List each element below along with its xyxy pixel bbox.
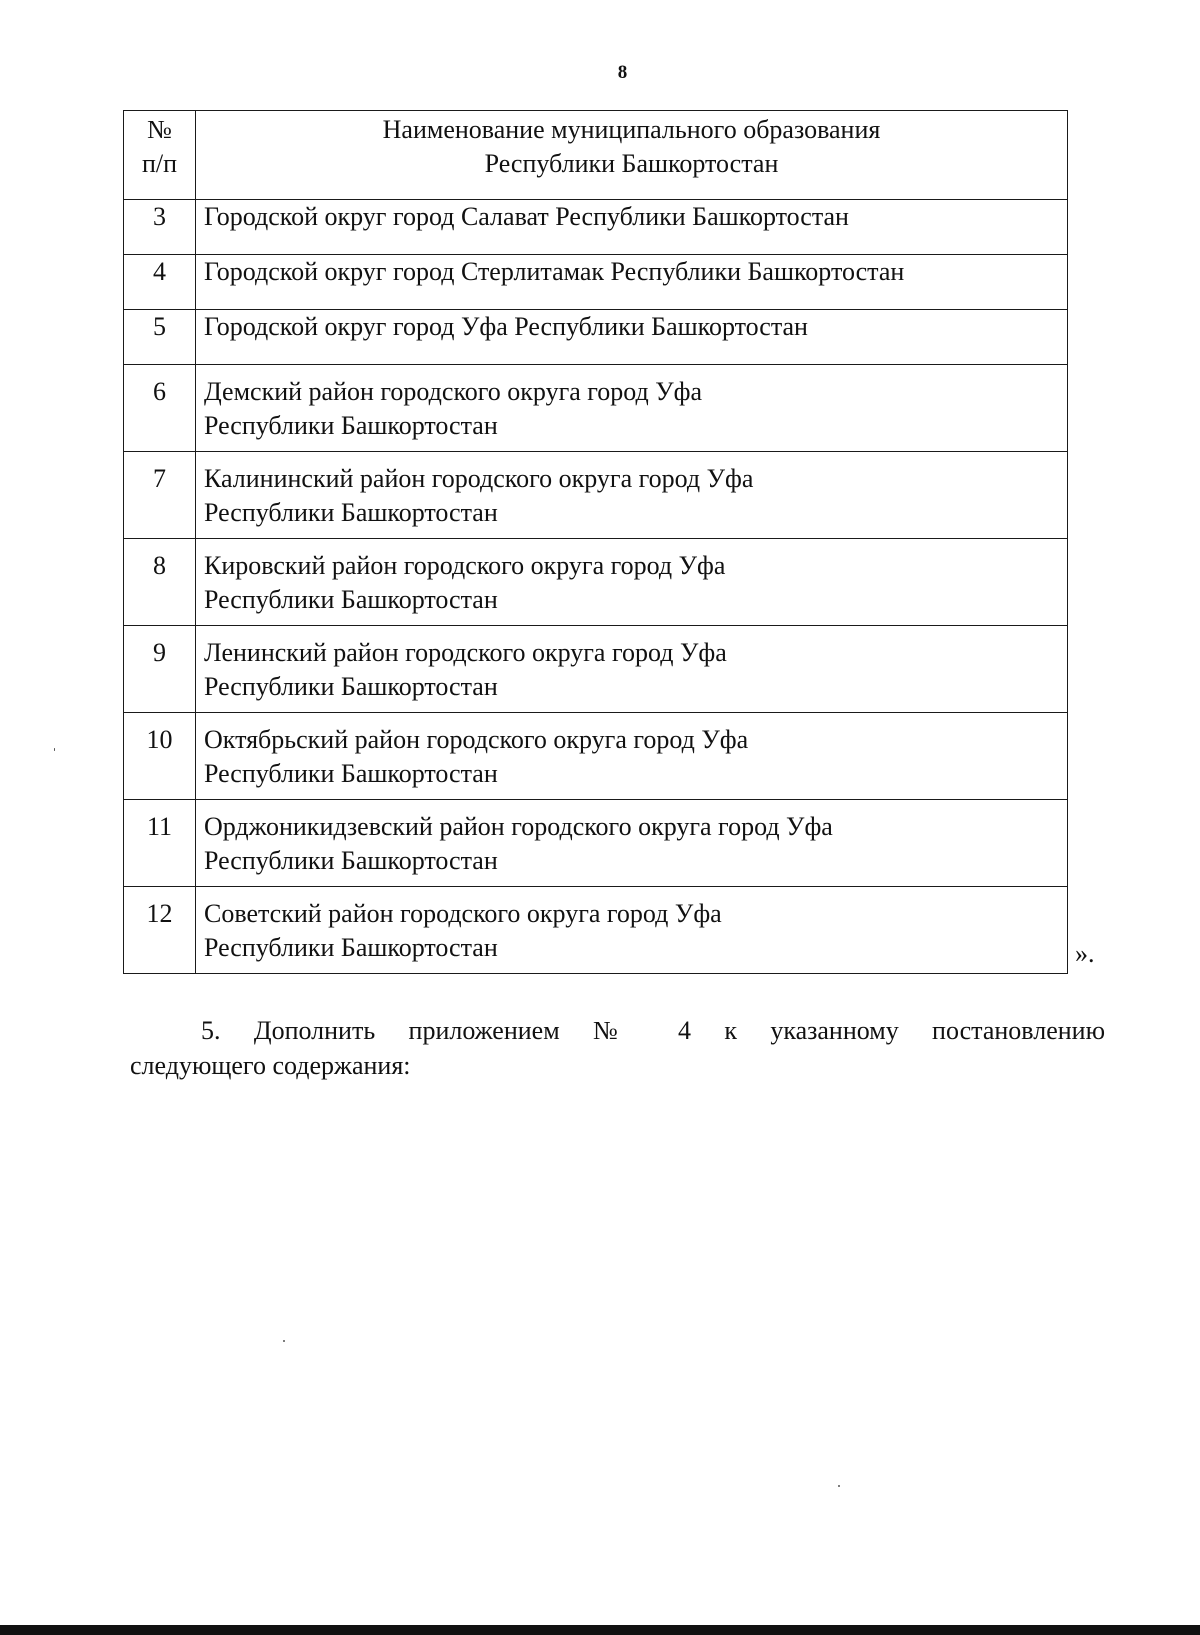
row-number: 11 [146,812,173,841]
row-name-line2: Республики Башкортостан [204,498,498,527]
table-row [124,626,1068,713]
row-number: 3 [124,200,196,255]
table-header-row [124,111,1068,200]
row-number-cell [124,887,196,974]
paragraph-line1: 5. Дополнить приложением № 4 к указанному постановлению [201,1016,1105,1045]
header-number-cell [124,111,196,200]
row-name-line2: Республики Башкортостан [204,585,498,614]
row-number-cell [124,626,196,713]
table-row [124,255,1068,310]
row-number: 4 [124,255,196,310]
row-name-cell [196,539,1068,626]
scan-speck [54,748,55,751]
row-number-cell [124,800,196,887]
scan-speck [838,1485,840,1487]
table-row [124,800,1068,887]
table-row [124,452,1068,539]
row-name-line1: Советский район городского округа город Уфа [204,899,722,928]
row-name-cell [196,626,1068,713]
page-number: 8 [617,62,628,83]
row-name-line2: Республики Башкортостан [204,411,498,440]
table-row [124,887,1068,974]
row-number: 10 [146,725,173,754]
municipalities-table [123,110,1068,974]
row-name-line2: Республики Башкортостан [204,759,498,788]
row-number-cell [124,539,196,626]
row-name-line1: Орджоникидзевский район городского округа город Уфа [204,812,833,841]
paragraph-line2: следующего содержания: [130,1051,411,1080]
row-name-line2: Республики Башкортостан [204,933,498,962]
table-row [124,365,1068,452]
row-name-line1: Калининский район городского округа город Уфа [204,464,754,493]
row-number: 8 [153,551,166,580]
row-number: 12 [146,899,173,928]
header-number-sign: № [147,115,172,144]
row-name-line1: Демский район городского округа город Уфа [204,377,703,406]
table-row [124,539,1068,626]
row-name: Городской округ город Салават Республики Башкортостан [196,200,1068,255]
row-name-cell [196,800,1068,887]
row-name-line1: Октябрьский район городского округа город Уфа [204,725,749,754]
row-number-cell [124,365,196,452]
row-number-cell [124,452,196,539]
row-name-line2: Республики Башкортостан [204,846,498,875]
row-number: 7 [153,464,166,493]
row-name-line1: Кировский район городского округа город Уфа [204,551,726,580]
header-name-line1: Наименование муниципального образования [382,115,881,144]
table-row [124,200,1068,255]
row-name-cell [196,887,1068,974]
row-number: 6 [153,377,166,406]
row-name: Городской округ город Стерлитамак Республики Башкортостан [196,255,1068,310]
row-name-cell [196,365,1068,452]
row-name-line1: Ленинский район городского округа город Уфа [204,638,727,667]
amendment-paragraph [130,1013,1105,1083]
row-name-line2: Республики Башкортостан [204,672,498,701]
scan-speck [283,1340,285,1342]
row-number: 9 [153,638,166,667]
header-name-cell [196,111,1068,200]
table-row [124,713,1068,800]
row-name-cell [196,452,1068,539]
table-row [124,310,1068,365]
scan-edge-bar [0,1625,1200,1635]
row-number: 5 [124,310,196,365]
row-name-cell [196,713,1068,800]
closing-quote: ». [1075,939,1095,968]
header-name-line2: Республики Башкортостан [484,149,779,178]
row-name: Городской округ город Уфа Республики Башкортостан [196,310,1068,365]
header-number-pp: п/п [141,149,178,178]
row-number-cell [124,713,196,800]
